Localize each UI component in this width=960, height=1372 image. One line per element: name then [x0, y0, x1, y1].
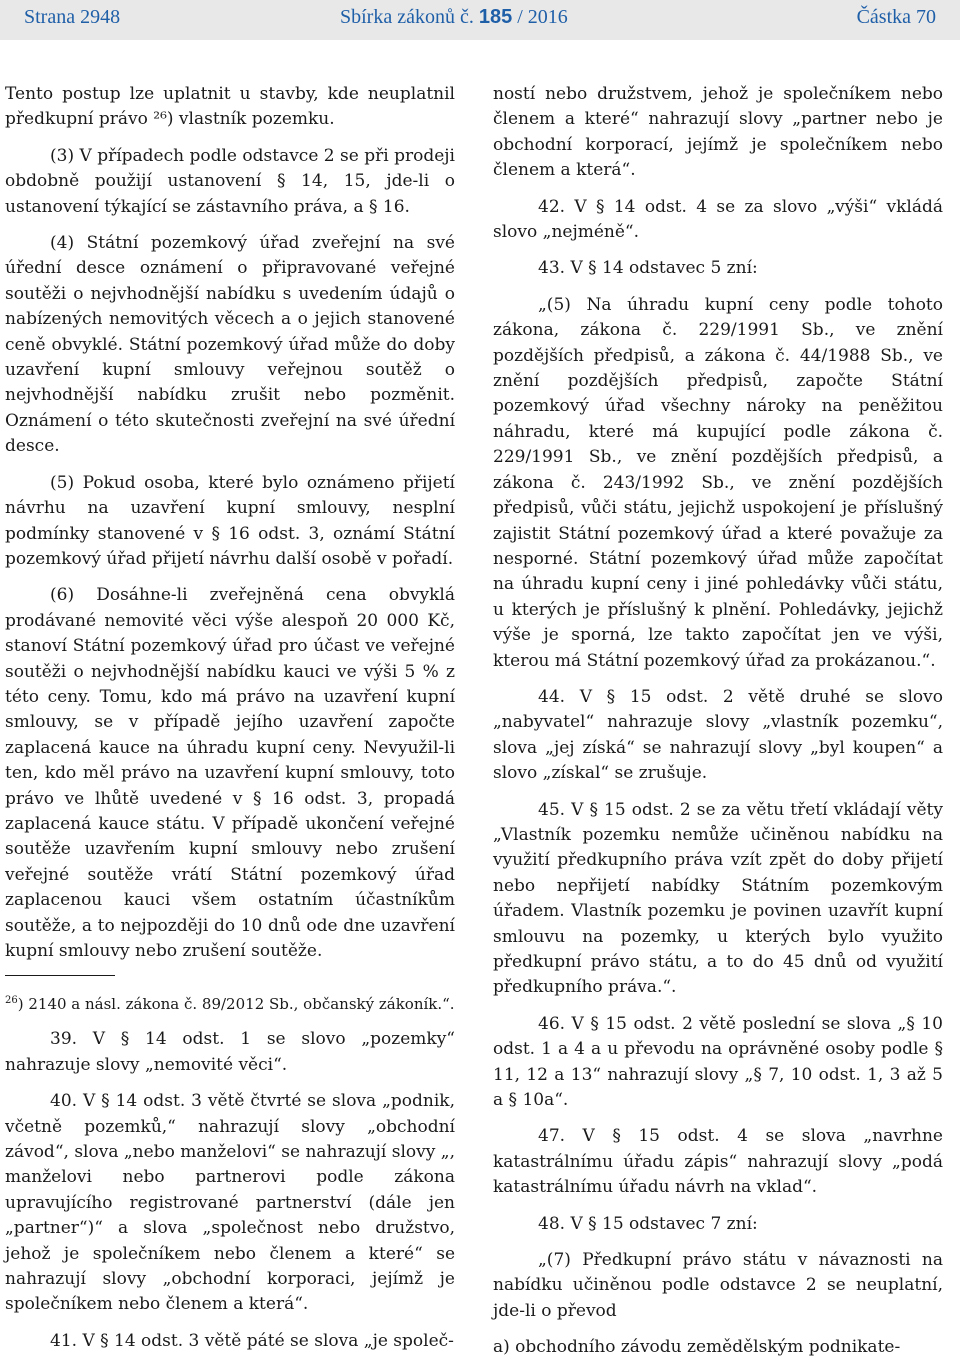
paragraph: (3) V případech podle odstavce 2 se při prodeji obdobně použijí ustanovení § 14, 15, jde-li o ustanovení týkající se zástavního práva, a § 16.: [5, 145, 455, 217]
paragraph: (6) Dosáhne-li zveřejněná cena obvyklá prodávané nemovité věci výše alespoň 20 000 Kč, stanoví Státní pozemkový úřad pro účast ve veřejné soutěži o nejvhodnější nabídku kauci ve výši 5 % z této ceny. Tomu, kdo má právo na uzavření kupní smlouvy, se v případě jejího uzavření započte zaplacená kauce na úhradu kupní ceny. Nevyužil-li ten, kdo měl právo na uzavření kupní smlouvy, toto právo ve lhůtě uvedené v § 16 odst. 3, propadá zaplacená kauce státu. V případě ukončení veřejné soutěže uzavřením kupní smlouvy nebo zrušení veřejné soutěže vrátí Státní pozemkový úřad zaplacenou kauci všem ostatním účastníkům soutěže, a to nejpozději do 10 dnů ode dne uzavření kupní smlouvy nebo zrušení soutěže.: [5, 585, 455, 961]
amendment-item: 48. V § 15 odstavec 7 zní:: [538, 1213, 758, 1234]
paragraph: Tento postup lze uplatnit u stavby, kde neuplatnil předkupní právo ²⁶) vlastník pozemku.: [5, 84, 455, 130]
amendment-item: 40. V § 14 odst. 3 větě čtvrté se slova „podnik, včetně pozemků,“ nahrazují slovy „obchodní závod“, slova „nebo manželovi“ se nahrazují slovy „, manželovi nebo partnerovi podle zákona upravujícího registrované partnerství (dále jen „partner“)“ a slova „společnost nebo družstvo, jehož je společníkem nebo členem a které“ se nahrazují slovy „obchodní korporaci, jejímž je společníkem nebo členem a která“.: [5, 1091, 455, 1315]
amendment-item: 42. V § 14 odst. 4 se za slovo „výši“ vkládá slovo „nejméně“.: [493, 196, 943, 243]
right-column: [493, 82, 943, 1372]
quoted-paragraph: „(7) Předkupní právo státu v návaznosti na nabídku učiněnou podle odstavce 2 se neuplatní, jde-li o převod: [493, 1250, 943, 1321]
paragraph: (5) Pokud osoba, které bylo oznámeno přijetí návrhu na uzavření kupní smlouvy, nesplní podmínky stanovené v § 16 odst. 3, oznámí Státní pozemkový úřad přijetí návrhu další osobě v pořadí.: [5, 472, 455, 569]
left-column: [5, 82, 455, 1365]
paragraph: (4) Státní pozemkový úřad zveřejní na své úřední desce oznámení o připravované veřejné soutěži o nejvhodnější nabídku s uvedením údajů o nabízených nemovitých věcech a o jejich stanovené ceně obvyklé. Státní pozemkový úřad může do doby uzavření kupní smlouvy veřejnou soutěž o nejvhodnější nabídku zrušit nebo pozměnit. Oznámení o této skutečnosti zveřejní na své úřední desce.: [5, 233, 455, 457]
footnote-mark: 26: [5, 995, 18, 1007]
collection-prefix: Sbírka zákonů č.: [340, 6, 474, 28]
collection-number: 185: [478, 6, 513, 28]
footnote-divider: [5, 975, 115, 976]
page-number: Strana 2948: [24, 6, 121, 28]
amendment-item: 47. V § 15 odst. 4 se slova „navrhne katastrálnímu úřadu zápis“ nahrazují slovy „podá katastrálnímu úřadu návrh na vklad“.: [493, 1126, 943, 1198]
collection-title: [340, 6, 568, 29]
amendment-item: 44. V § 15 odst. 2 větě druhé se slovo „nabyvatel“ nahrazuje slovy „vlastník pozemku“, slova „jej získá“ se nahrazují slovy „byl koupen“ a slovo „získal“ se zrušuje.: [493, 686, 943, 784]
paragraph: ností nebo družstvem, jehož je společníkem nebo členem a které“ nahrazují slovy „partner nebo je obchodní korporací, jejímž je společníkem nebo členem a která“.: [493, 84, 943, 181]
footnote: [5, 990, 455, 1015]
page-header: [0, 0, 960, 40]
amendment-item: 41. V § 14 odst. 3 větě páté se slova „je společ-: [50, 1330, 454, 1351]
collection-year: / 2016: [517, 6, 568, 28]
quoted-paragraph: „(5) Na úhradu kupní ceny podle tohoto zákona, zákona č. 229/1991 Sb., ve znění pozdějších předpisů, a zákona č. 44/1988 Sb., ve znění pozdějších předpisů, započte Státní pozemkový úřad všechny nároky na peněžitou náhradu, které má kupující podle zákona č. 229/1991 Sb., ve znění pozdějších předpisů, a zákona č. 243/1992 Sb., ve znění pozdějších předpisů, vůči státu, jejichž uspokojení je příslušný zajistit Státní pozemkový úřad a které považuje za nesporné. Státní pozemkový úřad může započítat na úhradu kupní ceny i jiné pohledávky vůči státu, u kterých je příslušný k plnění. Pohledávky, jejichž výše je sporná, lze takto započítat jen ve výši, kterou má Státní pozemkový úřad za prokázanou.“.: [493, 294, 943, 671]
amendment-item: 43. V § 14 odstavec 5 zní:: [538, 258, 758, 279]
amendment-item: 39. V § 14 odst. 1 se slovo „pozemky“ nahrazuje slovy „nemovité věci“.: [5, 1029, 455, 1075]
footnote-text: ) 2140 a násl. zákona č. 89/2012 Sb., občanský zákoník.“.: [17, 995, 455, 1014]
part-number: Částka 70: [856, 6, 936, 28]
list-item: a) obchodního závodu zemědělským podnikate-: [493, 1337, 901, 1358]
amendment-item: 46. V § 15 odst. 2 větě poslední se slova „§ 10 odst. 1 a 4 a u převodu na oprávněné osoby podle § 11, 12 a 13“ nahrazují slovy „§ 7, 10 odst. 1, 3 až 5 a § 10a“.: [493, 1013, 943, 1111]
amendment-item: 45. V § 15 odst. 2 se za větu třetí vkládají věty „Vlastník pozemku nemůže učiněnou nabídku na využití předkupního práva vzít zpět do doby přijetí nebo nepřijetí nabídky Státním pozemkovým úřadem. Vlastník pozemku je povinen uzavřít kupní smlouvu na pozemky, u kterých bylo využito předkupní právo státu, a to do 45 dnů od využití předkupního práva.“.: [493, 799, 943, 998]
